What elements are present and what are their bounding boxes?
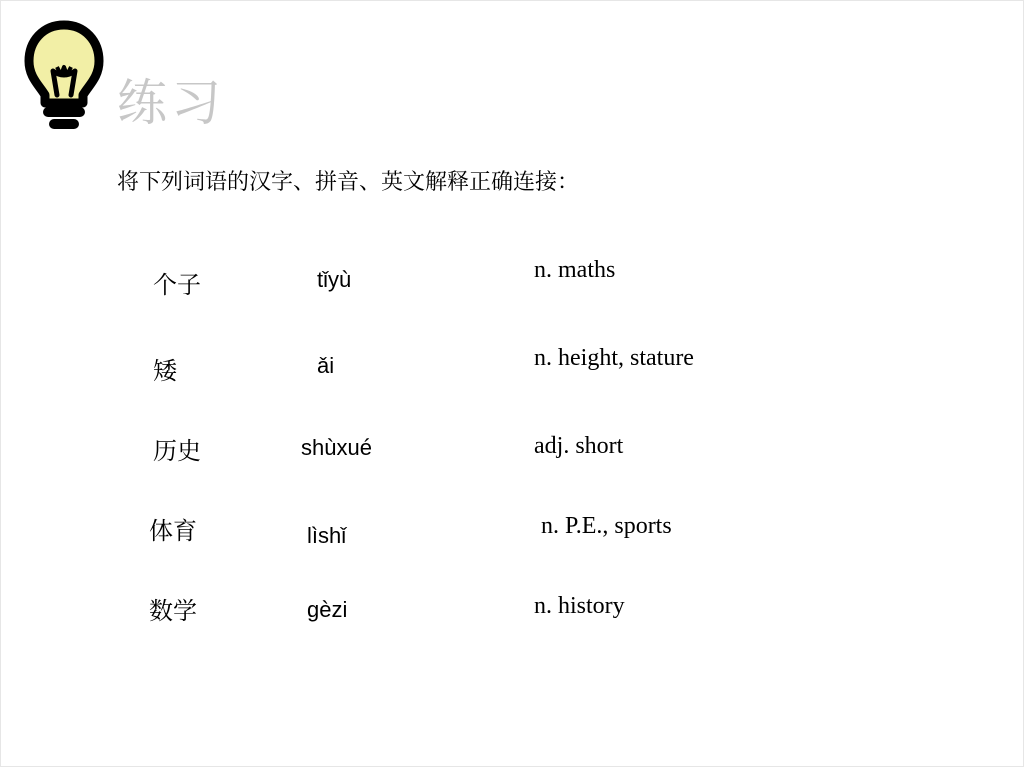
pinyin-word: lìshǐ xyxy=(307,523,347,548)
english-definition: n. height, stature xyxy=(534,345,694,371)
instruction-text: 将下列词语的汉字、拼音、英文解释正确连接： xyxy=(117,170,580,195)
english-definition: n. maths xyxy=(534,257,616,283)
chinese-word: 数学 xyxy=(149,597,197,625)
chinese-word: 历史 xyxy=(153,437,201,465)
lightbulb-icon xyxy=(23,19,105,133)
english-definition: adj. short xyxy=(534,433,624,459)
pinyin-word: ǎi xyxy=(317,353,335,378)
slide-title: 练习 xyxy=(117,74,225,132)
english-definition: n. history xyxy=(534,593,625,619)
pinyin-word: tǐyù xyxy=(317,267,352,292)
chinese-word: 个子 xyxy=(153,271,201,299)
english-definition: n. P.E., sports xyxy=(541,513,672,539)
chinese-word: 体育 xyxy=(149,517,197,545)
pinyin-word: gèzi xyxy=(307,597,348,622)
pinyin-word: shùxué xyxy=(301,435,372,460)
chinese-word: 矮 xyxy=(153,357,177,385)
